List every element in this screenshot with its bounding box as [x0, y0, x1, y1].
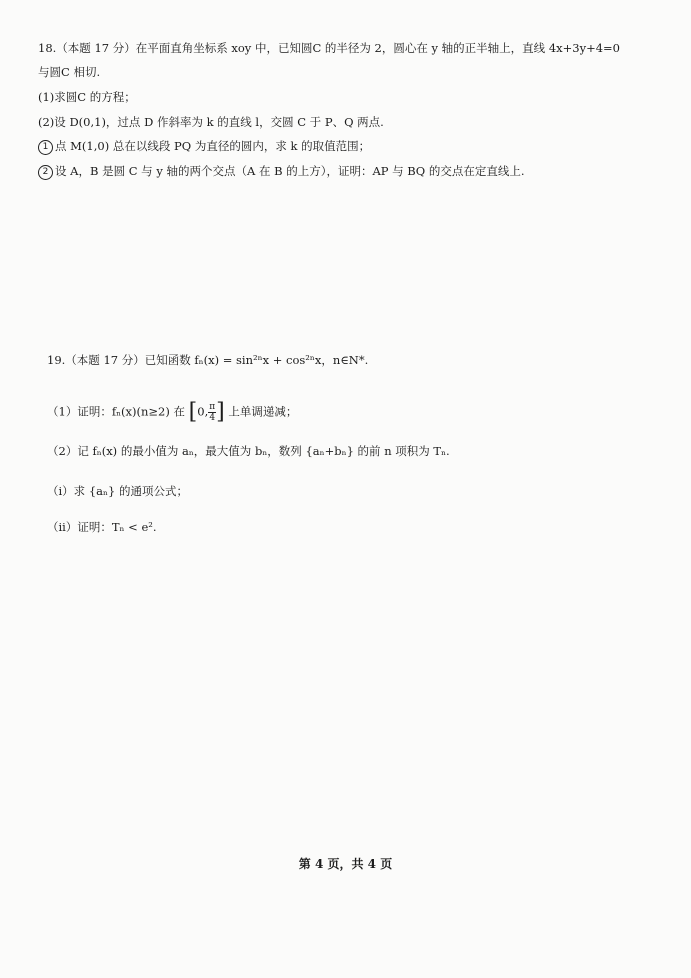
- q19-part1: [47, 399, 298, 425]
- q19-part2: （2）记 fₙ(x) 的最小值为 aₙ，最大值为 bₙ，数列 {aₙ+bₙ} 的前 n 项积为 Tₙ.: [47, 444, 450, 458]
- right-bracket: ]: [216, 399, 225, 425]
- circled-number-1: 1: [38, 140, 53, 155]
- fraction-numerator: π: [209, 402, 216, 412]
- page-footer: 第 4 页，共 4 页: [298, 857, 393, 871]
- pi-over-4-fraction: [208, 402, 216, 423]
- q19-part1-suffix: 上单调递减；: [228, 404, 298, 419]
- q19-sub-i: （i）求 {aₙ} 的通项公式；: [47, 484, 188, 498]
- circled-number-2: 2: [38, 165, 53, 180]
- q19-sub-ii: （ii）证明：Tₙ < e².: [47, 520, 157, 534]
- q18-part1: (1)求圆C 的方程；: [38, 90, 136, 104]
- q19-part1-prefix: （1）证明：fₙ(x)(n≥2) 在: [47, 404, 185, 419]
- fraction-denominator: 4: [209, 413, 216, 423]
- q18-sub2-text: 设 A，B 是圆 C 与 y 轴的两个交点（A 在 B 的上方），证明：AP 与 BQ 的交点在定直线上.: [55, 164, 525, 178]
- interval-left: 0,: [197, 404, 209, 419]
- q18-sub2: [38, 163, 525, 180]
- q18-line2: 与圆C 相切.: [38, 65, 101, 79]
- q18-sub1: [38, 138, 370, 155]
- q18-line1: 18.（本题 17 分）在平面直角坐标系 xoy 中，已知圆C 的半径为 2，圆心在 y 轴的正半轴上，直线 4x+3y+4=0: [38, 41, 620, 55]
- q18-part2: (2)设 D(0,1)，过点 D 作斜率为 k 的直线 l，交圆 C 于 P、Q 两点.: [38, 115, 384, 129]
- q19-line1: 19.（本题 17 分）已知函数 fₙ(x) = sin²ⁿx + cos²ⁿx，n∈N*.: [47, 353, 369, 367]
- left-bracket: [: [188, 399, 198, 425]
- q18-sub1-text: 点 M(1,0) 总在以线段 PQ 为直径的圆内，求 k 的取值范围；: [55, 139, 371, 153]
